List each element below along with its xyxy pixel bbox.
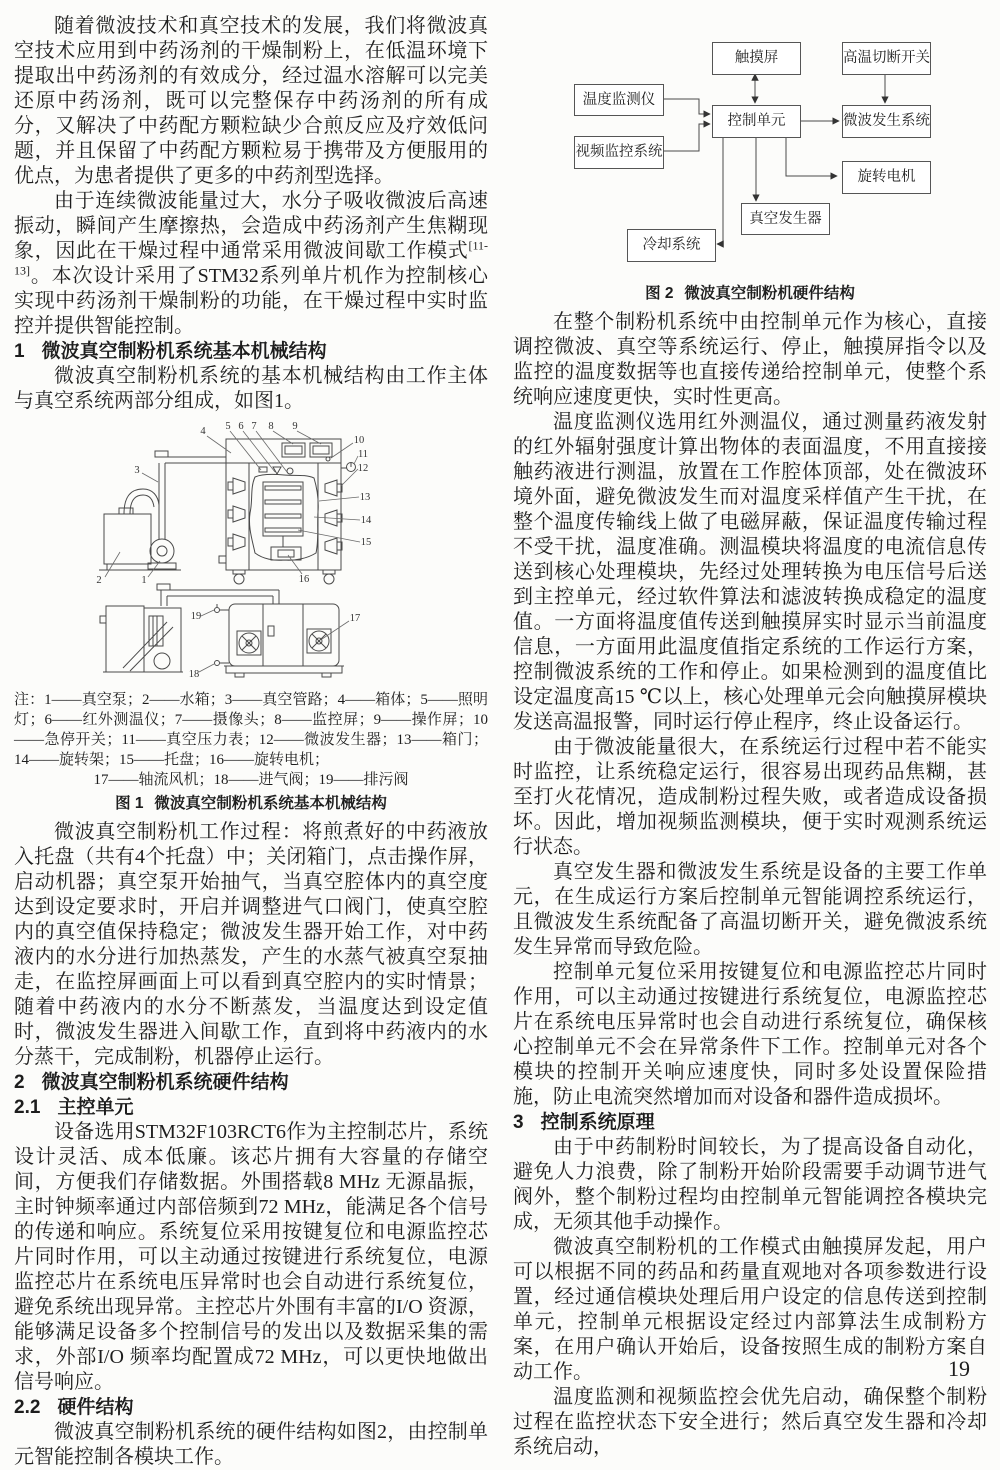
citation-ref: [11-13]	[14, 238, 488, 278]
fig1-callout-10: 10	[353, 435, 365, 446]
fig2-node-touchscreen: 触摸屏	[712, 42, 801, 75]
paragraph-text: 。本次设计采用了STM32系列单片机作为控制核心实现中药汤剂干燥制粉的功能，在干燥过程中实时监控并提供智能控制。	[14, 265, 488, 337]
figure1-caption-label: 图 1	[115, 795, 144, 812]
section-heading-3	[513, 1110, 987, 1135]
fig1-callout-15: 15	[360, 537, 372, 548]
fig2-node-temperature-monitor: 温度监测仪	[574, 84, 664, 116]
paragraph-touchscreen-workflow: 微波真空制粉机的工作模式由触摸屏发起，用户可以根据不同的药品和药量直观地对各项参数进行设置，经过通信模块处理后用户设定的信息传送到控制单元，控制单元根据设定经过内部算法生成制粉方案，在用户确认开始后，设备按照生成的制粉方案自动工作。	[513, 1236, 987, 1383]
section-title: 控制系统原理	[540, 1112, 655, 1133]
paragraph-mcu: 设备选用STM32F103RCT6作为主控制芯片，系统设计灵活、成本低廉。该芯片拥有大容量的存储空间，方便我们存储数据。外围搭载8 MHz 无源晶振，主时钟频率通过内部倍频到72 MHz，能满足各个信号的传递和响应。系统复位采用按键复位和电源监控芯片同时作用，可以主动通过按键进行系统复位，电源监控芯片在系统电压异常时也会自动进行系统复位，避免系统出现异常。主控芯片外围有丰富的I/O 资源，能够满足设备多个控制信号的发出以及数据采集的需求，外部I/O 频率均配置成72 MHz，可以更快地做出信号响应。	[14, 1121, 488, 1393]
fig1-callout-4: 4	[200, 426, 206, 437]
fig1-callout-2: 2	[96, 575, 102, 586]
section-title: 微波真空制粉机系统基本机械结构	[41, 341, 327, 362]
paragraph-hardware-intro: 微波真空制粉机系统的硬件结构如图2，由控制单元智能控制各模块工作。	[14, 1421, 488, 1468]
fig1-callout-9: 9	[292, 421, 298, 432]
fig1-callout-16: 16	[298, 574, 310, 585]
paragraph-reset-protection: 控制单元复位采用按键复位和电源监控芯片同时作用，可以主动通过按键进行系统复位，电源监控芯片在系统电压异常时也会自动进行系统复位，确保核心控制单元不会在异常条件下工作。控制单元对各个模块的控制开关响应速度快，同时多处设置保险措施，防止电流突然增加而对设备和器件造成损坏。	[513, 961, 987, 1108]
figure1-note: 注：1——真空泵；2——水箱；3——真空管路；4——箱体；5——照明灯；6——红外测温仪；7——摄像头；8——监控屏；9——操作屏；10——急停开关；11——真空压力表；12——微波发生器；13——箱门；14——旋转架；15——托盘；16——旋转电机；	[14, 692, 488, 768]
fig1-callout-19: 19	[190, 611, 202, 622]
figure2-caption	[513, 283, 987, 305]
section-heading-2-2	[14, 1395, 488, 1420]
fig2-node-high-temp-cutoff-switch: 高温切断开关	[842, 42, 931, 75]
fig1-callout-7: 7	[251, 421, 257, 432]
fig2-node-microwave-system: 微波发生系统	[842, 105, 931, 138]
paragraph-temperature-monitor: 温度监测仪选用红外测温仪，通过测量药液发射的红外辐射强度计算出物体的表面温度，不用直接接触药液进行测温，放置在工作腔体顶部，处在微波环境外面，避免微波发生而对温度采样值产生干扰，在整个温度传输线上做了电磁屏蔽，保证温度传输过程不受干扰，温度准确。测温模块将温度的电流信息传送到核心处理模块，先经过处理转换为电压信号后送到主控单元，经过软件算法和滤波转换成稳定的温度值。一方面将温度值传送到触摸屏实时显示当前温度信息，一方面用此温度值指定系统的工作运行方案，控制微波系统的工作和停止。如果检测到的温度值比设定温度高15 ℃以上，核心处理单元会向触摸屏模块发送高温报警，同时运行停止程序，终止设备运行。	[513, 411, 987, 733]
fig1-callout-13: 13	[359, 492, 371, 503]
figure2-caption-label: 图 2	[645, 285, 674, 302]
fig1-callout-5: 5	[225, 421, 231, 432]
paragraph-automation: 由于中药制粉时间较长，为了提高设备自动化，避免人力浪费，除了制粉开始阶段需要手动调节进气阀外，整个制粉过程均由控制单元智能调控各模块完成，无须其他手动操作。	[513, 1136, 987, 1233]
fig1-callout-3: 3	[134, 465, 140, 476]
fig1-callout-11: 11	[357, 449, 369, 460]
section-heading-2	[14, 1070, 488, 1095]
paragraph-video-monitor: 由于微波能量很大，在系统运行过程中若不能实时监控，让系统稳定运行，很容易出现药品焦糊，甚至打火花情况，造成制粉过程失败，或者造成设备损坏。因此，增加视频监测模块，便于实时观测系统运行状态。	[513, 736, 987, 858]
section-number: 2	[14, 1072, 25, 1093]
section-number: 1	[14, 341, 25, 362]
section-heading-2-1	[14, 1095, 488, 1120]
page-number: 19	[948, 1356, 970, 1381]
paragraph-structure-intro: 微波真空制粉机系统的基本机械结构由工作主体与真空系统两部分组成，如图1。	[14, 365, 488, 412]
section-number: 2.2	[14, 1397, 41, 1418]
section-title: 硬件结构	[57, 1397, 134, 1418]
figure1-caption-title: 微波真空制粉机系统基本机械结构	[154, 795, 387, 812]
fig2-node-vacuum-generator: 真空发生器	[741, 203, 830, 235]
fig2-node-control-unit: 控制单元	[712, 105, 801, 138]
figure1-mechanical-drawing	[31, 420, 471, 688]
fig1-callout-12: 12	[357, 463, 369, 474]
figure1-caption	[14, 793, 488, 815]
section-heading-1	[14, 339, 488, 364]
fig1-callout-8: 8	[268, 421, 274, 432]
fig2-node-video-monitor-system: 视频监控系统	[574, 136, 664, 169]
section-title: 主控单元	[57, 1097, 134, 1118]
paragraph-intro: 随着微波技术和真空技术的发展，我们将微波真空技术应用到中药汤剂的干燥制粉上，在低温环境下提取出中药汤剂的有效成分，经过温水溶解可以完美还原中药汤剂，既可以完整保存中药汤剂的所有成分，又解决了中药配方颗粒缺少合煎反应及疗效低问题，并且保留了中药配方颗粒易于携带及方便服用的优点，为患者提供了更多的中药剂型选择。	[14, 15, 488, 187]
section-number: 2.1	[14, 1097, 41, 1118]
fig1-callout-17: 17	[349, 613, 361, 624]
right-column	[513, 14, 987, 1460]
fig2-node-cooling-system: 冷却系统	[627, 229, 716, 262]
paragraph-microwave-issue	[14, 189, 488, 339]
section-title: 微波真空制粉机系统硬件结构	[41, 1072, 289, 1093]
figure2-hardware-diagram	[513, 28, 987, 280]
paragraph-startup-order: 温度监测和视频监控会优先启动，确保整个制粉过程在监控状态下安全进行；然后真空发生器和冷却系统启动，	[513, 1386, 987, 1458]
paragraph-main-work-units: 真空发生器和微波发生系统是设备的主要工作单元，在生成运行方案后控制单元智能调控系统运行，且微波发生系统配备了高温切断开关，避免微波系统发生异常而导致危险。	[513, 861, 987, 958]
fig1-callout-18: 18	[188, 669, 200, 680]
paragraph-text: 由于连续微波能量过大，水分子吸收微波后高速振动，瞬间产生摩擦热，会造成中药汤剂产生焦糊现象，因此在干燥过程中通常采用微波间歇工作模式	[14, 190, 488, 262]
fig1-callout-1: 1	[141, 575, 147, 586]
section-number: 3	[513, 1112, 524, 1133]
left-column	[14, 14, 488, 1470]
fig1-callout-14: 14	[360, 515, 372, 526]
fig1-callout-6: 6	[238, 421, 244, 432]
paragraph-work-process: 微波真空制粉机工作过程：将煎煮好的中药液放入托盘（共有4个托盘）中；关闭箱门，点击操作屏，启动机器；真空泵开始抽气，当真空腔体内的真空度达到设定要求时，开启并调整进气口阀门，使真空腔内的真空值保持稳定；微波发生器开始工作，对中药液内的水分进行加热蒸发，产生的水蒸气被真空泵抽走，在监控屏画面上可以看到真空腔内的实时情景；随着中药液内的水分不断蒸发，当温度达到设定值时，微波发生器进入间歇工作，直到将中药液内的水分蒸干，完成制粉，机器停止运行。	[14, 821, 488, 1068]
paragraph-control-core: 在整个制粉机系统中由控制单元作为核心，直接调控微波、真空等系统运行、停止，触摸屏指令以及监控的温度数据等也直接传递给控制单元，使整个系统响应速度更快，实时性更高。	[513, 311, 987, 408]
fig2-node-rotary-motor: 旋转电机	[842, 161, 931, 194]
figure1-note-last: 17——轴流风机；18——进气阀；19——排污阀	[93, 772, 409, 788]
figure2-caption-title: 微波真空制粉机硬件结构	[684, 285, 855, 302]
